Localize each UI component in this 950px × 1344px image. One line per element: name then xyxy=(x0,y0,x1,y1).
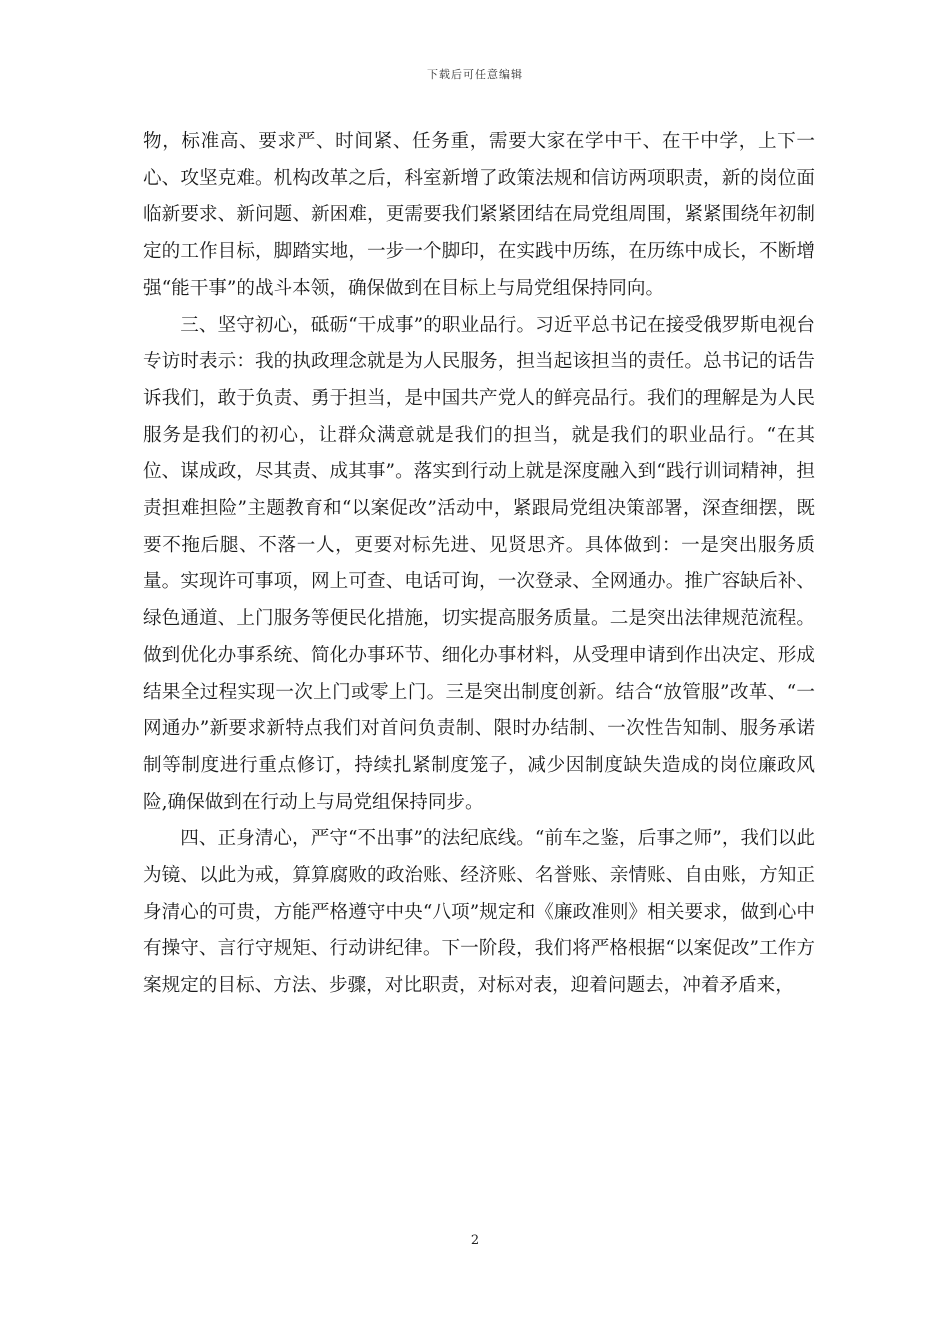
paragraph-section-four: 四、正身清心，严守“不出事”的法纪底线。“前车之鉴，后事之师”，我们以此为镜、以此为戒，算算腐败的政治账、经济账、名誉账、亲情账、自由账，方知正身清心的可贵，方能严格遵守中央“八项”规定和《廉政准则》相关要求，做到心中有操守、言行守规矩、行动讲纪律。下一阶段，我们将严格根据“以案促改”工作方案规定的目标、方法、步骤，对比职责，对标对表，迎着问题去，冲着矛盾来， xyxy=(143,828,815,997)
document-body xyxy=(143,124,815,1005)
paragraph-continuation: 物，标准高、要求严、时间紧、任务重，需要大家在学中干、在干中学，上下一心、攻坚克难。机构改革之后，科室新增了政策法规和信访两项职责，新的岗位面临新要求、新问题、新困难，更需要我们紧紧团结在局党组周围，紧紧围绕年初制定的工作目标，脚踏实地，一步一个脚印，在实践中历练，在历练中成长，不断增强“能干事”的战斗本领，确保做到在目标上与局党组保持同向。 xyxy=(143,131,815,299)
paragraph-section-three: 三、坚守初心，砥砺“干成事”的职业品行。习近平总书记在接受俄罗斯电视台专访时表示：我的执政理念就是为人民服务，担当起该担当的责任。总书记的话告诉我们，敢于负责、勇于担当，是中国共产党人的鲜亮品行。我们的理解是为人民服务是我们的初心，让群众满意就是我们的担当，就是我们的职业品行。“在其位、谋成政，尽其责、成其事”。落实到行动上就是深度融入到“践行训词精神，担责担难担险”主题教育和“以案促改”活动中，紧跟局党组决策部署，深查细摆，既要不拖后腿、不落一人，更要对标先进、见贤思齐。具体做到：一是突出服务质量。实现许可事项，网上可查、电话可询，一次登录、全网通办。推广容缺后补、绿色通道、上门服务等便民化措施，切实提高服务质量。二是突出法律规范流程。做到优化办事系统、简化办事环节、细化办事材料，从受理申请到作出决定、形成结果全过程实现一次上门或零上门。三是突出制度创新。结合“放管服”改革、“一网通办”新要求新特点我们对首问负责制、限时办结制、一次性告知制、服务承诺制等制度进行重点修订，持续扎紧制度笼子，减少因制度缺失造成的岗位廉政风险,确保做到在行动上与局党组保持同步。 xyxy=(143,314,815,813)
page-header: 下载后可任意编辑 xyxy=(427,68,523,81)
page-number: 2 xyxy=(470,1233,480,1248)
